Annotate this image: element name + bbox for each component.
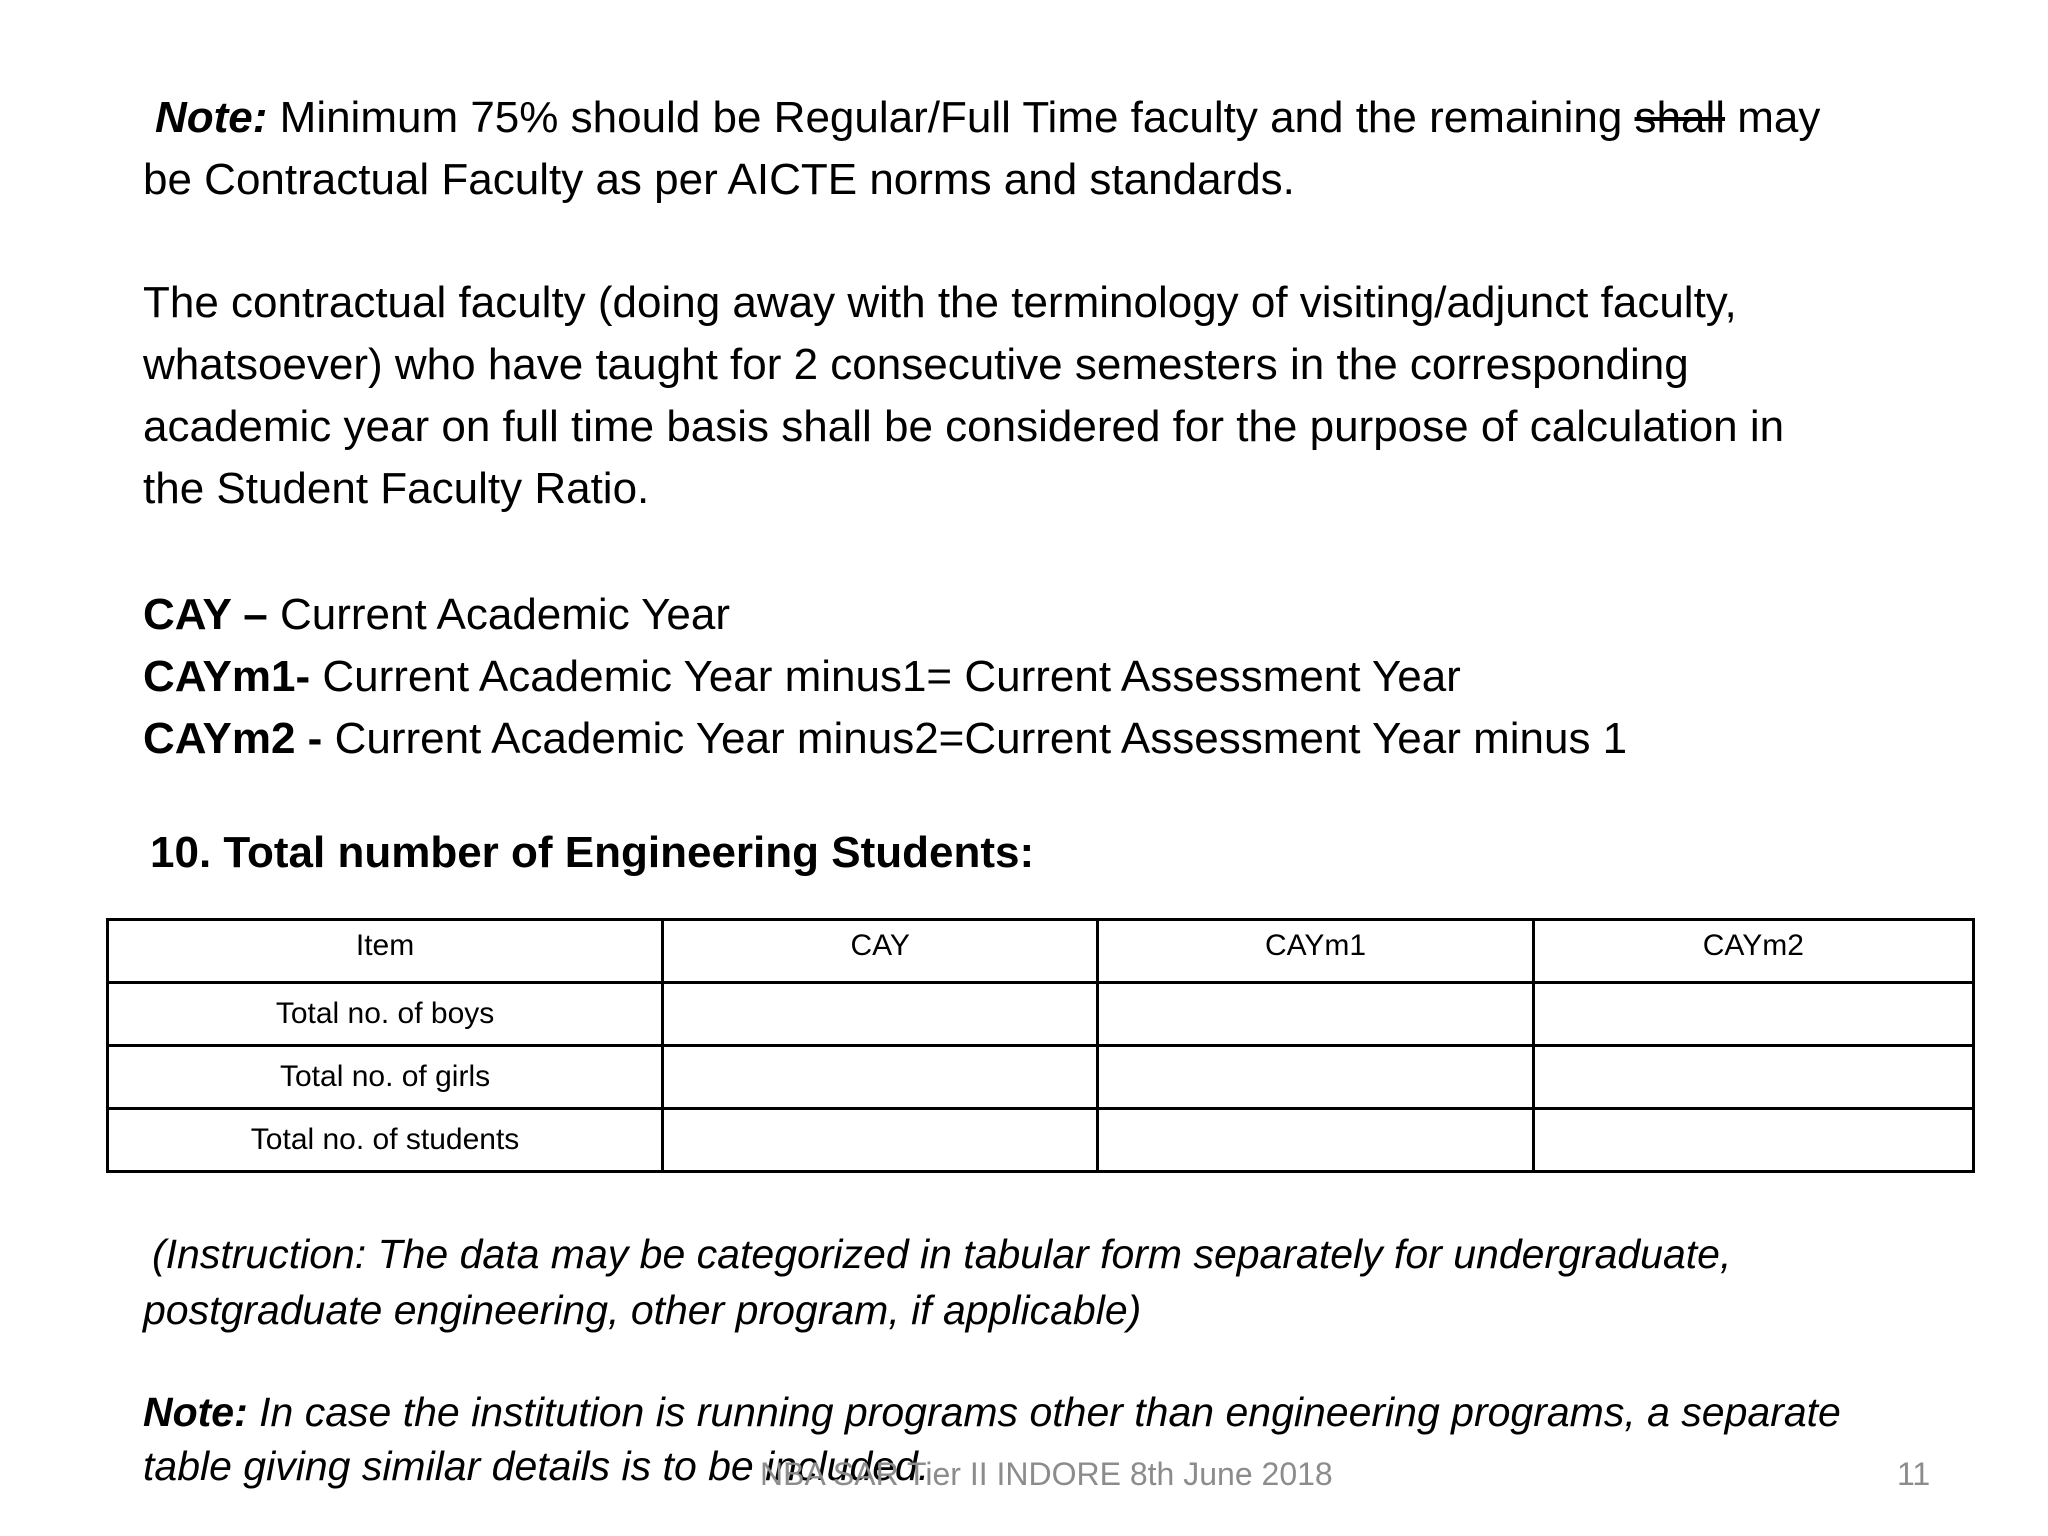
table-cell: [663, 1046, 1098, 1109]
paragraph-line: The contractual faculty (doing away with the terminology of visiting/adjunct faculty,: [143, 278, 1737, 327]
table-row: [108, 1109, 1974, 1172]
definition-desc: Current Academic Year minus2=Current Assessment Year minus 1: [322, 714, 1628, 763]
table-cell: [1533, 983, 1973, 1046]
page-number: 11: [1897, 1456, 1931, 1492]
table-cell: [663, 1109, 1098, 1172]
note-separate-table-line1: [143, 1385, 1841, 1439]
struck-word: shall: [1634, 93, 1726, 142]
table-header-row: [108, 920, 1974, 983]
table-cell: [1098, 983, 1533, 1046]
note-faculty-line1: [155, 87, 1820, 149]
table-cell: [1098, 1046, 1533, 1109]
table-row: [108, 1046, 1974, 1109]
table-cell: [1098, 1109, 1533, 1172]
definition-term: CAYm2 -: [143, 714, 323, 763]
instruction-line1: (Instruction: The data may be categorized in tabular form separately for undergraduate,: [152, 1231, 1732, 1277]
table-header-cell: CAYm2: [1533, 920, 1973, 983]
students-table: [106, 918, 1975, 1173]
note-separate-table-line2: table giving similar details is to be included.: [143, 1443, 930, 1489]
note-label: Note:: [155, 93, 268, 142]
note-text-after: may: [1725, 93, 1821, 142]
note-label: Note:: [143, 1389, 248, 1435]
section-heading: 10. Total number of Engineering Students:: [150, 828, 1035, 877]
definition-desc: Current Academic Year minus1= Current Assessment Year: [310, 652, 1461, 701]
paragraph-line: whatsoever) who have taught for 2 consecutive semesters in the corresponding: [143, 340, 1689, 389]
paragraph-line: the Student Faculty Ratio.: [143, 464, 650, 513]
paragraph-line: academic year on full time basis shall be considered for the purpose of calculation in: [143, 402, 1785, 451]
definition-cay: [143, 584, 730, 646]
note-text-before: Minimum 75% should be Regular/Full Time faculty and the remaining: [267, 93, 1635, 142]
table-cell: [663, 983, 1098, 1046]
definition-term: CAYm1-: [143, 652, 311, 701]
contractual-faculty-paragraph: [143, 272, 1784, 520]
table-header-cell: CAYm1: [1098, 920, 1533, 983]
table-header-cell: Item: [108, 920, 663, 983]
slide-footer: NBA SAR Tier II INDORE 8th June 2018: [760, 1456, 1333, 1492]
table-row: [108, 983, 1974, 1046]
note-faculty-line2: be Contractual Faculty as per AICTE norms and standards.: [143, 155, 1295, 204]
definition-caym1: [143, 646, 1461, 708]
definition-caym2: [143, 708, 1627, 770]
table-header-cell: CAY: [663, 920, 1098, 983]
definition-term: CAY –: [143, 590, 268, 639]
note-text: In case the institution is running programs other than engineering programs, a separate: [247, 1389, 1841, 1435]
table-cell: Total no. of boys: [108, 983, 663, 1046]
table-cell: [1533, 1109, 1973, 1172]
definition-desc: Current Academic Year: [267, 590, 731, 639]
instruction-line2: postgraduate engineering, other program, if applicable): [143, 1287, 1142, 1333]
table-cell: Total no. of girls: [108, 1046, 663, 1109]
table-cell: Total no. of students: [108, 1109, 663, 1172]
table-cell: [1533, 1046, 1973, 1109]
